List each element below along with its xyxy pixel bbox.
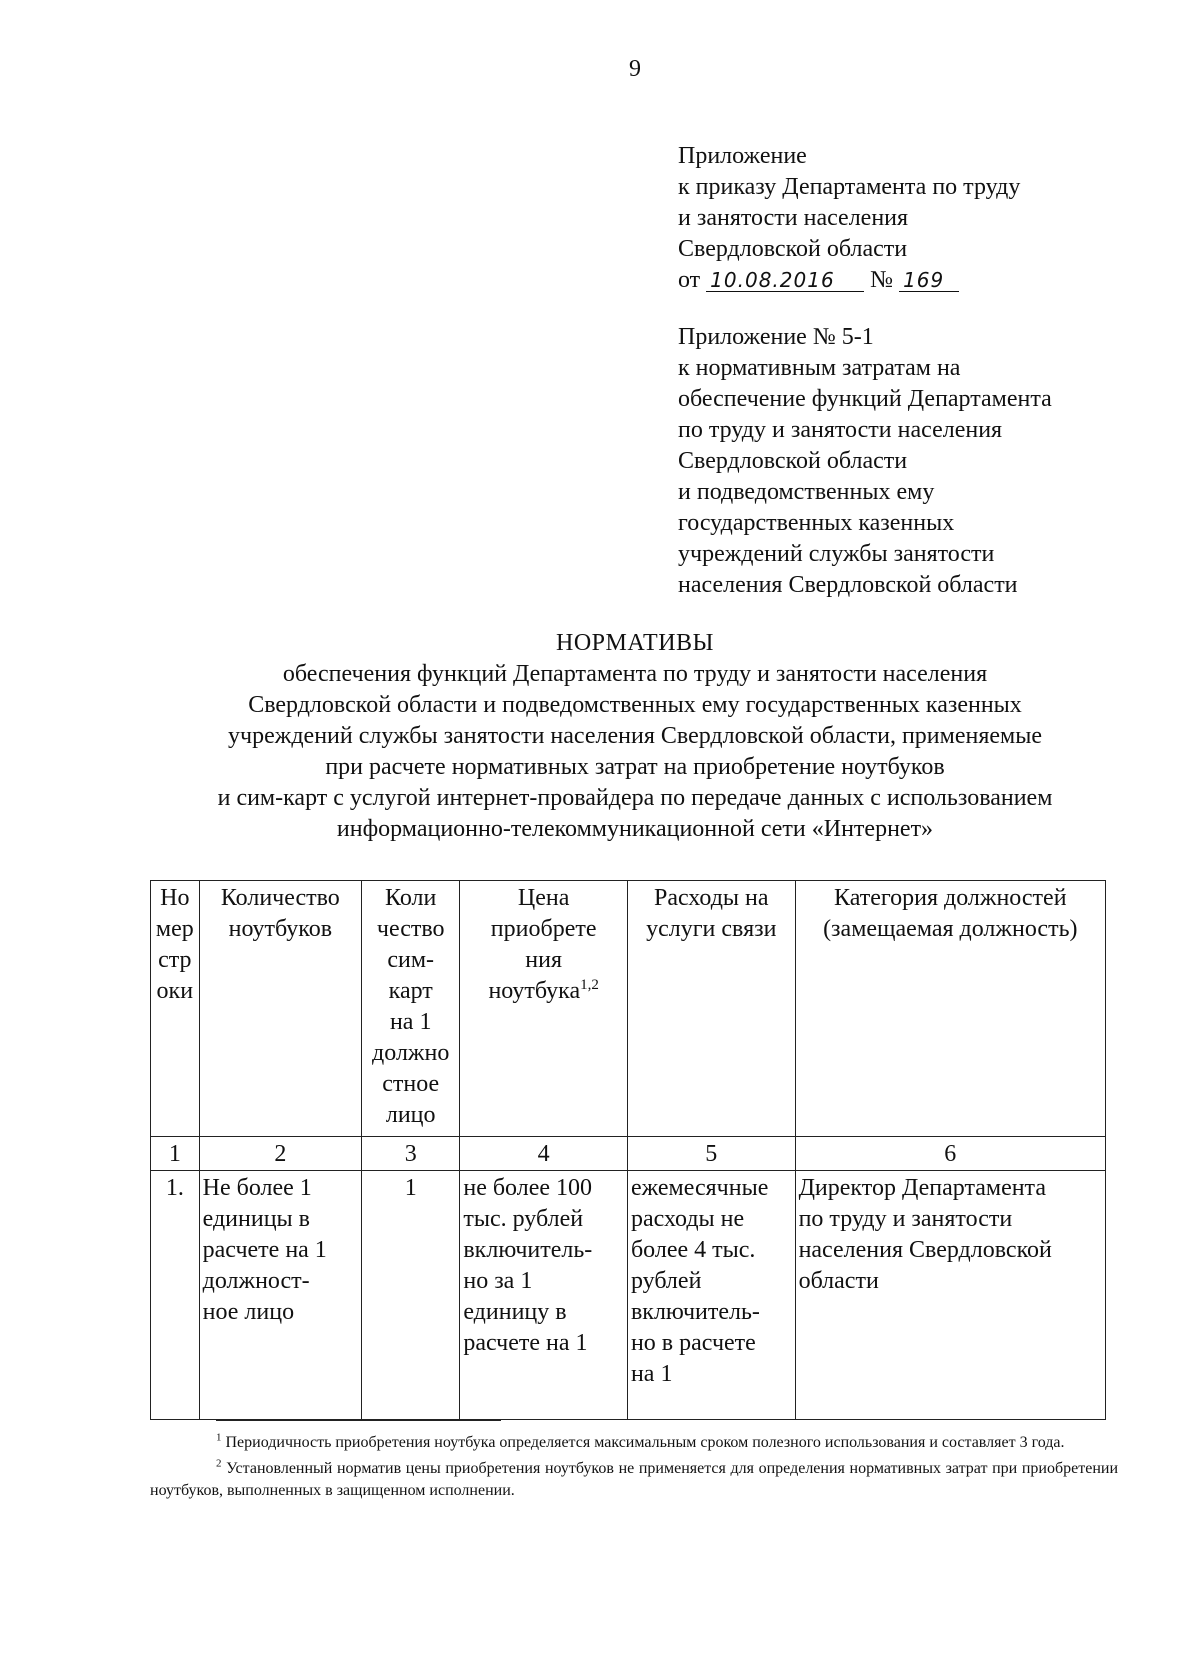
footnote-text: Периодичность приобретения ноутбука определяется максимальным сроком полезного использования и составляет 3 года.: [225, 1434, 1065, 1451]
table-column-numbers-row: [151, 1137, 1106, 1171]
table-row: [151, 1171, 1106, 1420]
appendix-order-line: Свердловской области: [678, 236, 908, 262]
appendix-norms-line: обеспечение функций Департамента: [678, 386, 1052, 412]
header-cell-price: Цена приобрете ния ноутбука$^{1,2}$: [460, 881, 628, 1137]
header-cell-communication-costs: Расходы на услуги связи: [627, 881, 795, 1137]
appendix-norms-line: к нормативным затратам на: [678, 355, 961, 381]
heading-line: Свердловской области и подведомственных ему государственных казенных: [248, 692, 1022, 718]
column-number: 5: [627, 1137, 795, 1171]
handwritten-date: 10.08.2016: [706, 269, 864, 292]
footnote-mark: 2: [216, 1457, 222, 1470]
cell-communication-costs: ежемесячные расходы не более 4 тыс. рублей включитель- но в расчете на 1: [627, 1171, 795, 1420]
footnote-mark: 1: [216, 1431, 222, 1444]
heading-line: и сим-карт с услугой интернет-провайдера по передаче данных с использованием: [217, 785, 1053, 811]
column-number: 4: [460, 1137, 628, 1171]
column-number: 1: [151, 1137, 200, 1171]
handwritten-order-number: 169: [899, 269, 959, 292]
appendix-norms-line: населения Свердловской области: [678, 572, 1018, 598]
appendix-norms-line: по труду и занятости населения: [678, 417, 1003, 443]
appendix-order-line: и занятости населения: [678, 205, 909, 231]
appendix-norms-block: [678, 322, 1052, 601]
appendix-norms-line: Свердловской области: [678, 448, 908, 474]
number-prefix: №: [870, 267, 894, 293]
cell-price: не более 100 тыс. рублей включитель- но за 1 единицу в расчете на 1: [460, 1171, 628, 1420]
cell-position-category: Директор Департамента по труду и занятости населения Свердловской области: [795, 1171, 1105, 1420]
heading-line: информационно-телекоммуникационной сети «Интернет»: [336, 816, 934, 842]
header-cell-sim-cards: Коли чество сим- карт на 1 должно стное лицо: [362, 881, 460, 1137]
cell-laptops: Не более 1 единицы в расчете на 1 должност- ное лицо: [199, 1171, 361, 1420]
appendix-order-line: к приказу Департамента по труду: [678, 174, 1021, 200]
document-title: НОРМАТИВЫ: [555, 630, 714, 656]
footnote: [150, 1458, 1118, 1502]
header-cell-position-category: Категория должностей (замещаемая должность): [795, 881, 1105, 1137]
footnote-text: Установленный норматив цены приобретения ноутбуков не применяется для определения нормативных затрат при приобретении ноутбуков, выполненных в защищенном исполнении.: [150, 1460, 1119, 1499]
heading-line: учреждений службы занятости населения Свердловской области, применяемые: [228, 723, 1042, 749]
table-header-row: [151, 881, 1106, 1137]
footnote: [150, 1432, 1118, 1454]
header-cell-row-number: Но мер стр оки: [151, 881, 200, 1137]
norms-table: [150, 880, 1106, 1420]
appendix-norms-line: и подведомственных ему: [678, 479, 935, 505]
footnote-divider: [216, 1420, 501, 1421]
order-date-number-line: [678, 265, 1020, 296]
column-number: 3: [362, 1137, 460, 1171]
column-number: 2: [199, 1137, 361, 1171]
appendix-norms-line: государственных казенных: [678, 510, 955, 536]
cell-row-number: 1.: [151, 1171, 200, 1420]
footnote-ref: 1,2: [580, 977, 599, 993]
footnotes: [150, 1432, 1118, 1506]
appendix-order-line: Приложение: [678, 143, 807, 169]
header-cell-laptops: Количество ноутбуков: [199, 881, 361, 1137]
cell-sim-cards: 1: [362, 1171, 460, 1420]
appendix-norms-line: Приложение № 5-1: [678, 324, 874, 350]
date-prefix: от: [678, 267, 701, 293]
heading-line: при расчете нормативных затрат на приобретение ноутбуков: [325, 754, 945, 780]
appendix-norms-line: учреждений службы занятости: [678, 541, 995, 567]
page-number: 9: [629, 56, 641, 82]
appendix-order-block: [678, 141, 1020, 296]
heading-line: обеспечения функций Департамента по труду и занятости населения: [282, 661, 988, 687]
column-number: 6: [795, 1137, 1105, 1171]
document-heading: [60, 628, 1200, 845]
